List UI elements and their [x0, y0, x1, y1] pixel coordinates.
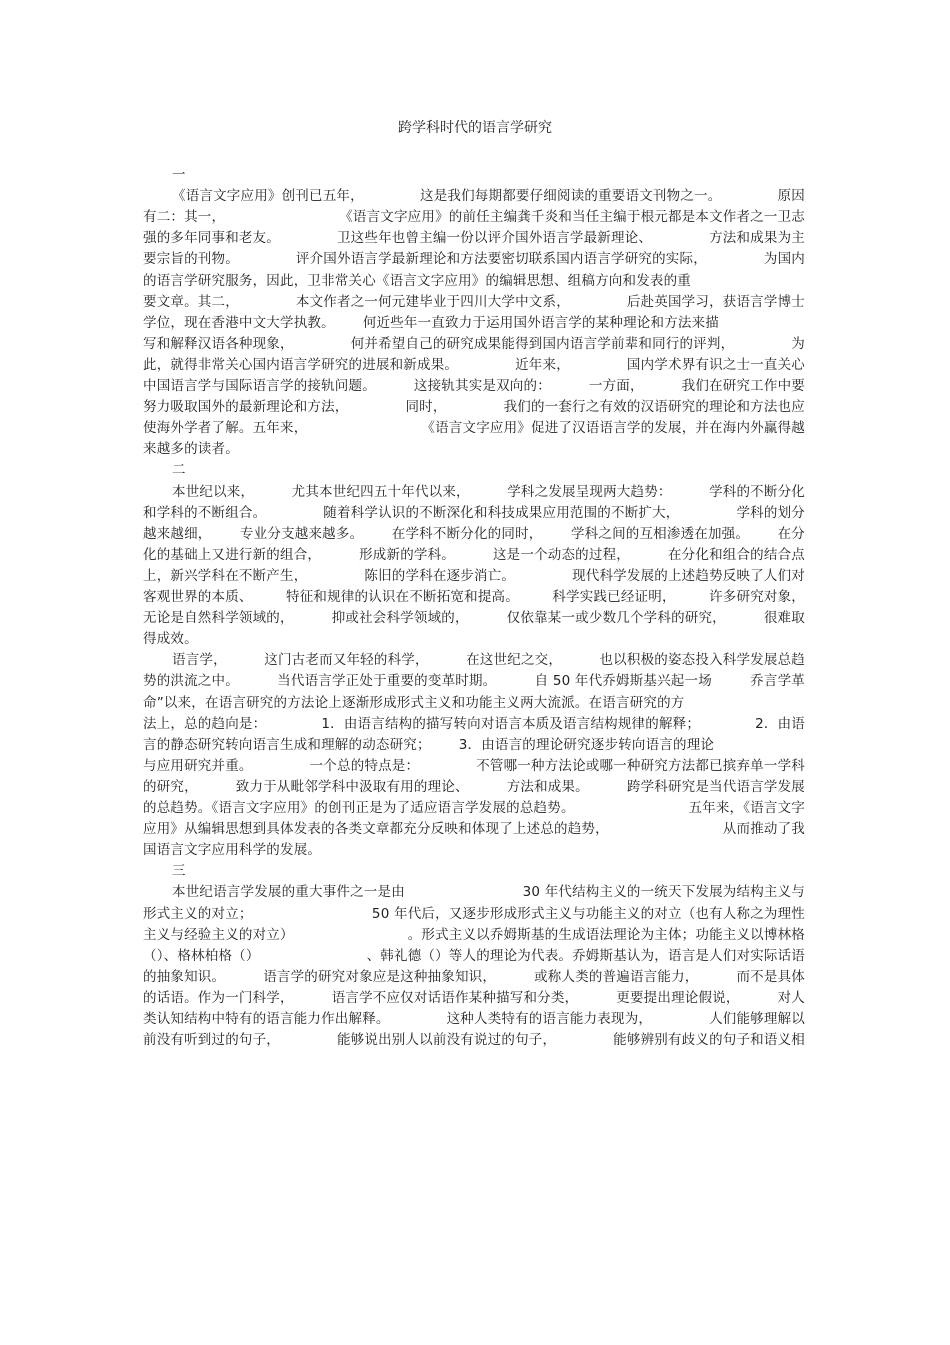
document-title: 跨学科时代的语言学研究 — [398, 120, 552, 136]
text-segment: 陈旧的学科在逐步消亡。 — [364, 567, 516, 584]
text-line — [172, 650, 805, 670]
text-line — [143, 693, 685, 713]
text-line — [143, 292, 805, 312]
text-segment: 学科之发展呈现两大趋势： — [507, 483, 672, 500]
text-segment: 何近些年一直致力于运用国外语言学的某种理论和方法来描 — [362, 314, 720, 331]
text-segment: 许多研究对象， — [709, 589, 805, 605]
text-segment: 、韩礼德（）等人的理论为代表。乔姆斯基认为，语言是人们对实际话语 — [366, 947, 805, 964]
text-segment: 科学实践已经证明， — [552, 589, 676, 605]
text-segment: 50 年代后，又逐步形成形式主义与功能主义的对立（也有人称之为理性 — [371, 905, 805, 922]
text-segment: 的总趋势。《语言文字应用》的创刊正是为了适应语言学发展的总趋势。 — [143, 800, 575, 816]
text-segment: 和学科的不断组合。 — [143, 504, 267, 521]
text-segment: 对人 — [777, 989, 805, 1006]
text-segment: 类认知结构中特有的语言能力作出解释。 — [143, 1011, 390, 1027]
text-segment: 随着科学认识的不断深化和科技成果应用范围的不断扩大， — [323, 504, 680, 521]
section-heading: 三 — [172, 863, 186, 880]
text-line — [143, 1030, 805, 1050]
text-segment: 使海外学者了解。五年来， — [143, 420, 308, 437]
text-line — [143, 418, 805, 438]
text-segment: 方法和成果为主 — [709, 230, 805, 247]
text-segment: 要文章。其二， — [143, 293, 239, 310]
text-line — [143, 735, 714, 755]
text-segment: 一个总的特点是： — [309, 757, 420, 774]
text-segment: 五年来，《语言文字 — [688, 800, 805, 816]
text-segment: 主义与经验主义的对立） — [143, 926, 294, 943]
text-segment: 这门古老而又年轻的科学， — [264, 652, 429, 669]
text-segment: 为国内 — [763, 251, 805, 268]
text-segment: 上，新兴学科在不断产生， — [143, 567, 308, 584]
text-line — [143, 819, 805, 839]
text-segment: 尤其本世纪四五十年代以来， — [291, 483, 470, 500]
text-segment: 国内学术界有识之士一直关心 — [626, 356, 805, 373]
text-segment: 要宗旨的刊物。 — [143, 251, 239, 268]
text-segment: 卫这些年也曾主编一份以评介国外语言学最新理论、 — [336, 230, 653, 247]
text-segment: 评介国外语言学最新理论和方法要密切联系国内语言学研究的实际， — [295, 251, 707, 268]
text-segment: 自 50 年代乔姆斯基兴起一场 — [534, 673, 712, 690]
text-line — [172, 882, 805, 902]
text-segment: 学科之间的互相渗透在加强。 — [570, 525, 750, 542]
text-segment: 能够辨别有歧义的句子和语义相 — [613, 1032, 805, 1049]
text-segment: 这是我们每期都要仔细阅读的重要语文刊物之一。 — [420, 188, 722, 205]
text-segment: 后赴英国学习，获语言学博士 — [626, 293, 805, 310]
text-segment: 抑或社会科学领域的， — [331, 610, 469, 627]
text-segment: 势的洪流之中。 — [143, 673, 239, 690]
text-segment: 命”以来，在语言研究的方法论上逐渐形成形式主义和功能主义两大流派。在语言研究的方 — [143, 694, 685, 711]
text-segment: 语言学不应仅对话语作某种描写和分类， — [331, 989, 579, 1006]
text-segment: 《语言文字应用》促进了汉语语言学的发展，并在海内外赢得越 — [421, 420, 805, 437]
text-segment: 同时， — [405, 399, 447, 416]
text-segment: 一方面， — [588, 378, 644, 394]
text-segment: 特征和规律的认识在不断拓宽和提高。 — [286, 589, 519, 605]
text-segment: 与应用研究并重。 — [143, 757, 253, 774]
text-segment: 何并希望自己的研究成果能得到国内语言学前辈和同行的评判， — [350, 335, 735, 352]
text-line — [143, 397, 805, 417]
text-segment: 30 年代结构主义的一统天下发展为结构主义与 — [522, 884, 805, 901]
text-segment: 国语言文字应用科学的发展。 — [143, 842, 322, 859]
text-line — [143, 545, 805, 565]
text-segment: 方法和成果。 — [506, 778, 589, 795]
text-segment: 更要提出理论假说， — [616, 989, 740, 1006]
text-segment: 在学科不断分化的同时， — [391, 525, 543, 542]
text-segment: 2．由语 — [755, 715, 805, 732]
text-segment: 也以积极的姿态投入科学发展总趋 — [599, 652, 805, 669]
text-segment: 化的基础上又进行新的组合， — [143, 546, 322, 563]
text-segment: 客观世界的本质、 — [143, 589, 253, 605]
text-segment: 学位，现在香港中文大学执教。 — [143, 314, 335, 331]
text-line — [143, 207, 805, 227]
text-line — [143, 608, 805, 628]
text-segment: 这是一个动态的过程， — [492, 546, 630, 563]
text-segment: 写和解释汉语各种现象， — [143, 335, 294, 352]
text-segment: 本世纪语言学发展的重大事件之一是由 — [172, 884, 405, 901]
text-segment: 仅依靠某一或少数几个学科的研究， — [506, 610, 726, 627]
text-segment: 的抽象知识。 — [143, 968, 226, 985]
text-segment: 语言学的研究对象应是这种抽象知识， — [263, 968, 497, 985]
text-line — [143, 967, 805, 987]
text-segment: 我们的一套行之有效的汉语研究的理论和方法也应 — [503, 399, 805, 416]
text-line — [172, 186, 805, 206]
text-line — [143, 376, 805, 396]
text-segment: 我们在研究工作中要 — [681, 378, 805, 394]
text-segment: 这接轨其实是双向的： — [413, 378, 551, 394]
text-line — [143, 249, 805, 269]
text-line — [143, 840, 321, 860]
text-segment: 的话语。作为一门科学， — [143, 989, 294, 1006]
text-segment: 近年来， — [515, 356, 570, 373]
text-segment: 而不是具体 — [736, 968, 805, 985]
text-line — [143, 271, 691, 291]
text-line — [143, 439, 239, 459]
text-line — [143, 503, 805, 523]
text-line — [143, 313, 719, 333]
text-segment: 无论是自然科学领域的， — [143, 610, 294, 627]
text-segment: 从而推动了我 — [722, 821, 805, 838]
text-segment: 本世纪以来， — [172, 483, 255, 500]
text-line — [143, 566, 805, 586]
text-line — [143, 587, 805, 607]
text-segment: 这种人类特有的语言能力表现为， — [446, 1011, 653, 1027]
text-line — [143, 925, 805, 945]
text-segment: 《语言文字应用》创刊已五年， — [172, 188, 364, 205]
text-segment: 原因 — [777, 188, 805, 205]
text-segment: 能够说出别人以前没有说过的句子， — [336, 1032, 557, 1049]
text-segment: 在这世纪之交， — [466, 652, 563, 669]
text-segment: 跨学科研究是当代语言学发展 — [626, 778, 805, 795]
text-line — [143, 334, 805, 354]
text-segment: 在分 — [777, 525, 805, 542]
text-segment: 当代语言学正处于重要的变革时期。 — [277, 673, 497, 690]
text-line — [143, 1009, 805, 1029]
text-segment: 越来越细， — [143, 525, 212, 542]
text-segment: 或称人类的普遍语言能力， — [534, 968, 699, 985]
text-segment: 在分化和组合的结合点 — [667, 546, 805, 563]
text-segment: 人们能够理解以 — [709, 1011, 805, 1027]
text-line — [143, 946, 805, 966]
text-segment: 形成新的学科。 — [359, 546, 455, 563]
text-segment: 法上，总的趋向是： — [143, 715, 267, 732]
text-segment: 的语言学研究服务，因此，卫非常关心《语言文字应用》的编辑思想、组稿方向和发表的重 — [143, 272, 691, 289]
text-line — [143, 904, 805, 924]
text-line — [143, 714, 805, 734]
text-segment: 《语言文字应用》的前任主编龚千炎和当任主编于根元都是本文作者之一卫志 — [339, 209, 805, 226]
section-heading: 一 — [172, 167, 186, 183]
text-line — [143, 777, 805, 797]
text-segment: 学科的不断分化 — [709, 483, 805, 500]
text-segment: 学科的划分 — [736, 504, 805, 521]
text-segment: （）、格林柏格（） — [143, 947, 260, 964]
text-segment: 为 — [791, 335, 805, 352]
text-segment: 不管哪一种方法论或哪一种研究方法都已摈弃单一学科 — [476, 757, 805, 774]
text-line — [172, 482, 805, 502]
text-segment: 乔言学革 — [750, 673, 805, 690]
text-segment: 形式主义的对立； — [143, 905, 253, 922]
text-segment: 强的多年同事和老友。 — [143, 230, 280, 247]
text-segment: 现代科学发展的上述趋势反映了人们对 — [572, 567, 805, 584]
section-heading: 二 — [172, 462, 186, 479]
text-segment: 前没有听到过的句子， — [143, 1032, 280, 1049]
text-segment: 致力于从毗邻学科中汲取有用的理论、 — [235, 778, 469, 795]
text-line — [143, 988, 805, 1008]
text-segment: 的研究， — [143, 778, 198, 795]
text-segment: 来越多的读者。 — [143, 441, 239, 458]
text-segment: 很难取 — [763, 610, 805, 627]
text-segment: 3．由语言的理论研究逐步转向语言的理论 — [458, 736, 715, 753]
text-line — [143, 671, 805, 691]
text-segment: 语言学， — [172, 652, 227, 669]
text-segment: 。形式主义以乔姆斯基的生成语法理论为主体；功能主义以博林格 — [407, 926, 805, 943]
text-segment: 努力吸取国外的最新理论和方法， — [143, 399, 349, 416]
text-segment: 本文作者之一何元建毕业于四川大学中文系， — [295, 293, 570, 310]
text-segment: 得成效。 — [143, 631, 198, 648]
text-segment: 专业分支越来越多。 — [239, 525, 364, 542]
text-segment: 中国语言学与国际语言学的接轨问题。 — [143, 378, 376, 394]
text-line — [143, 756, 805, 776]
text-segment: 1．由语言结构的描写转向对语言本质及语言结构规律的解释； — [321, 715, 701, 732]
text-segment: 应用》从编辑思想到具体发表的各类文章都充分反映和体现了上述总的趋势， — [143, 821, 609, 838]
text-line — [143, 355, 805, 375]
text-segment: 此，就得非常关心国内语言学研究的进展和新成果。 — [143, 356, 459, 373]
text-line — [143, 228, 805, 248]
text-segment: 有二：其一， — [143, 209, 226, 226]
text-line — [143, 629, 198, 649]
text-line — [143, 798, 805, 818]
text-line — [143, 524, 805, 544]
text-segment: 言的静态研究转向语言生成和理解的动态研究； — [143, 736, 431, 753]
